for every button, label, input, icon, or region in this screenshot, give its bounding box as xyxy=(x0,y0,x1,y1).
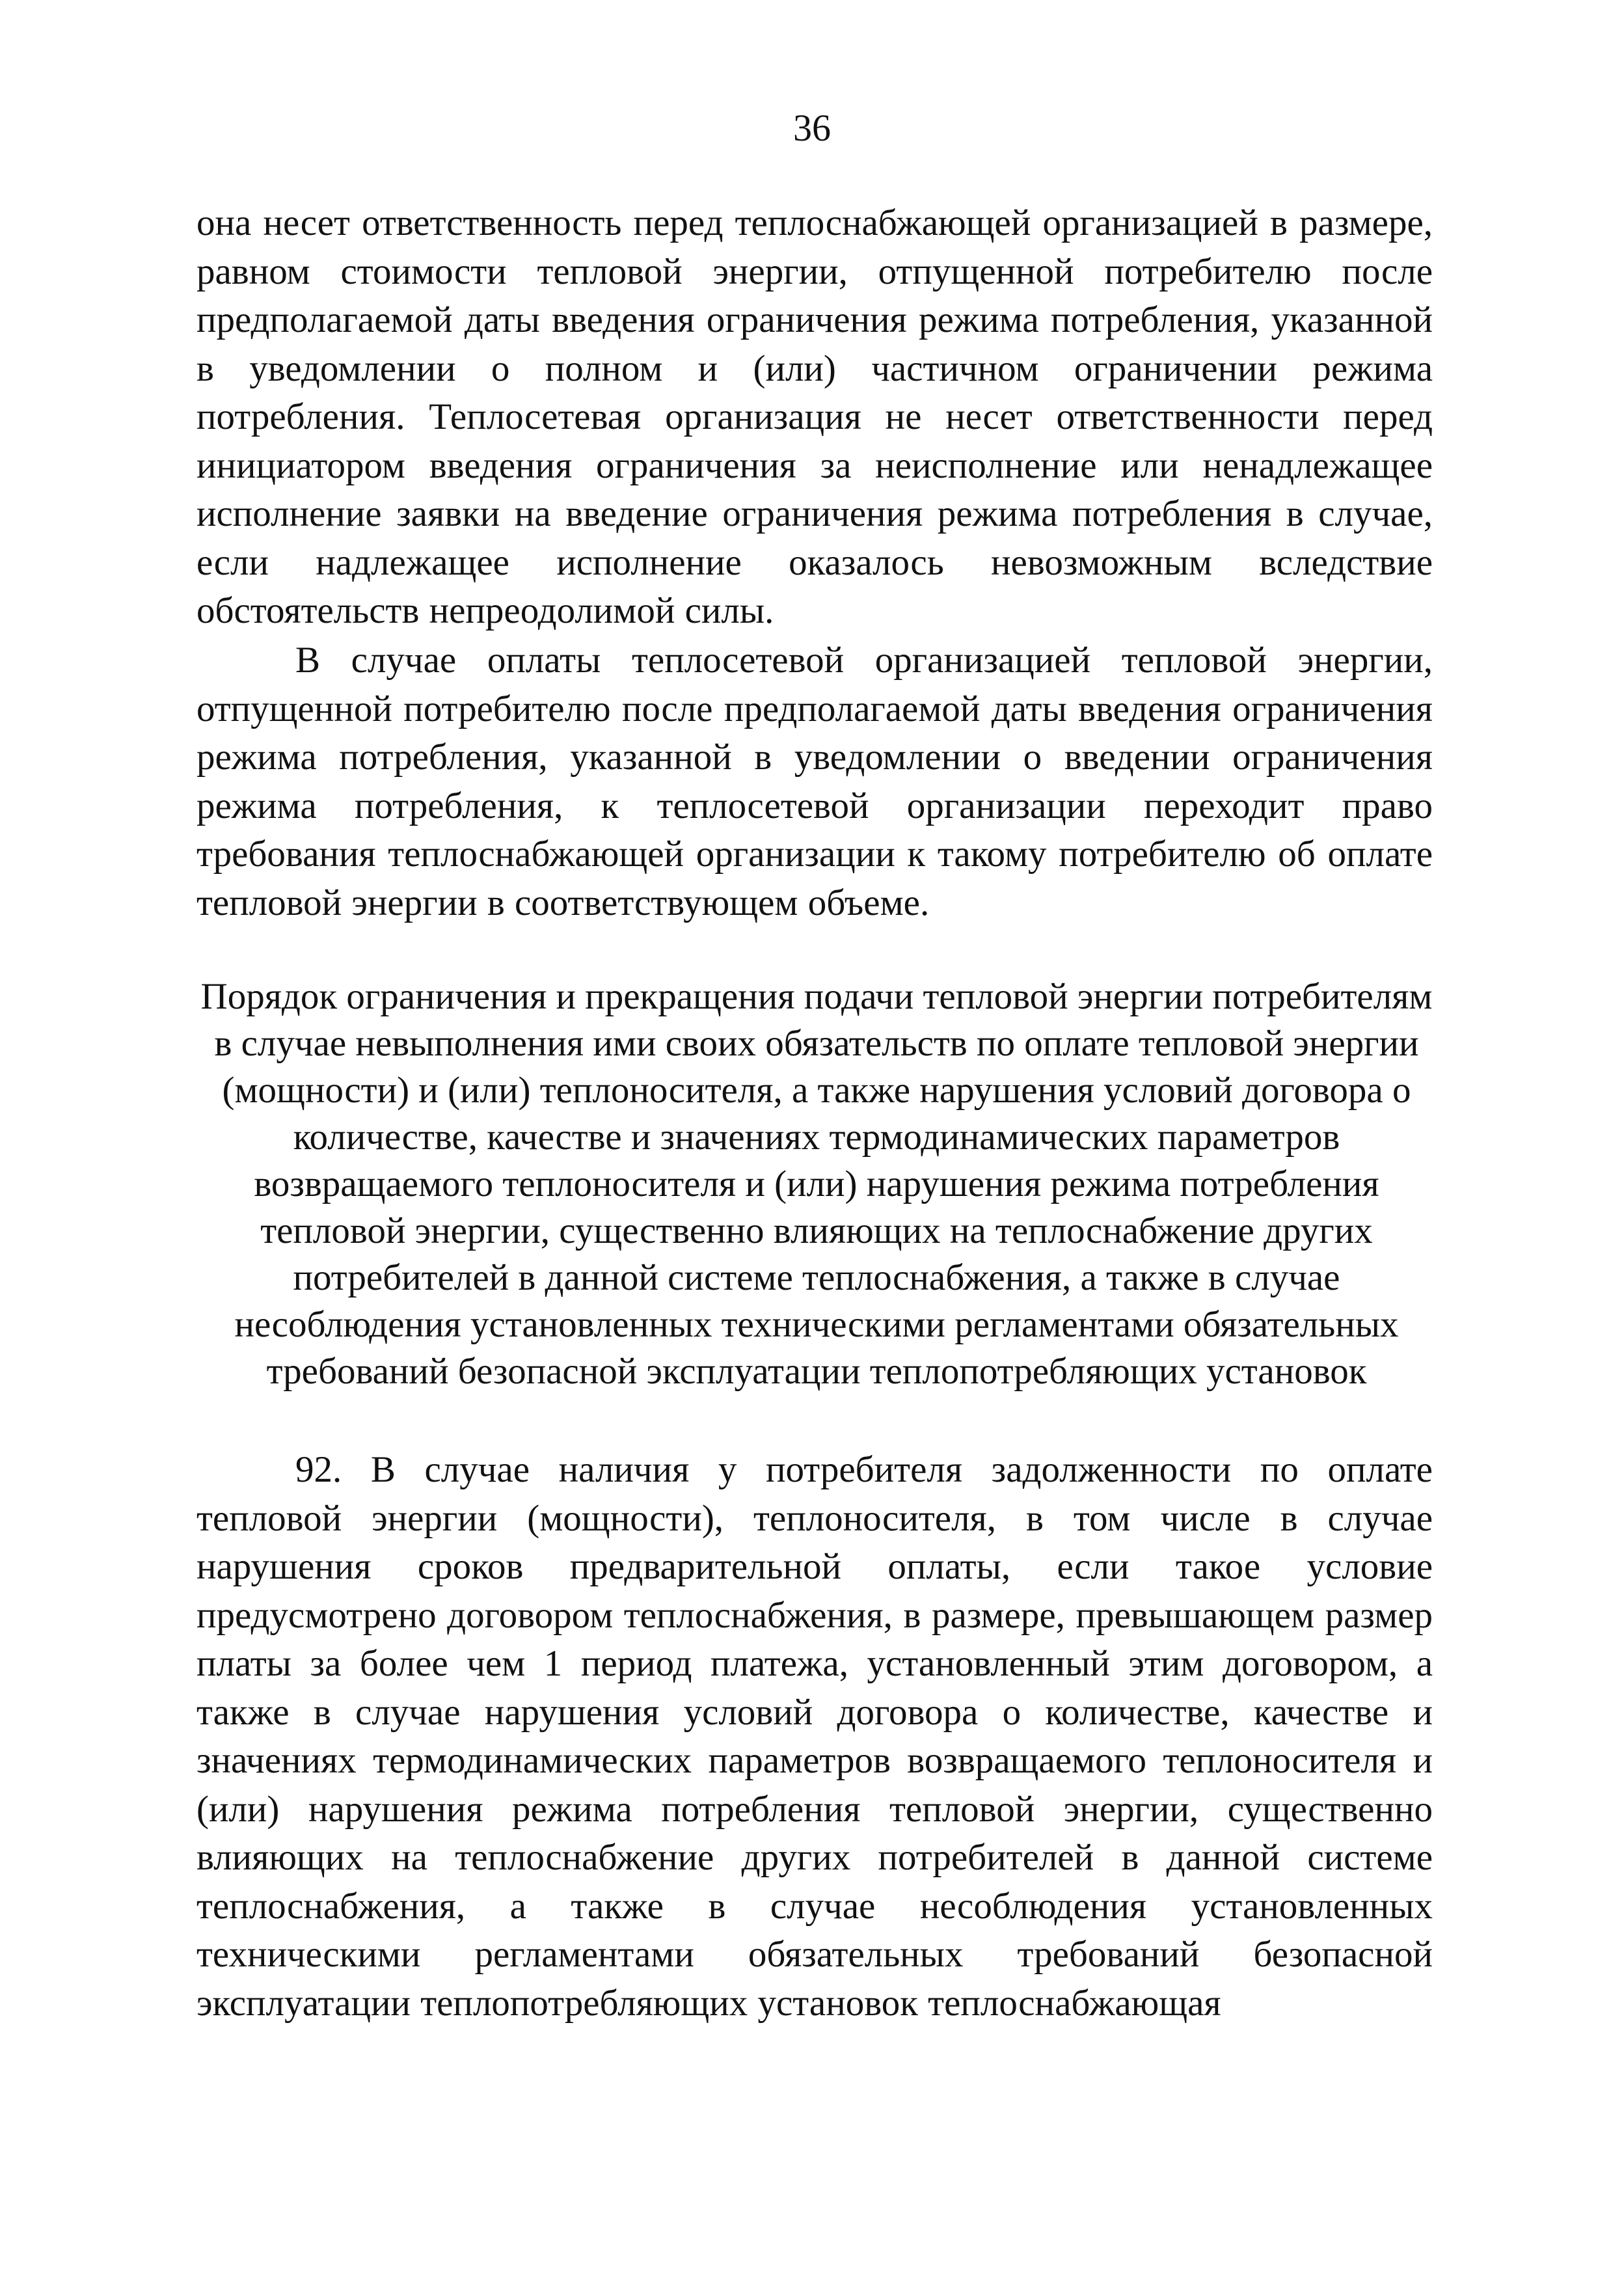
numbered-paragraph-92: 92. В случае наличия у потребителя задолженности по оплате тепловой энергии (мощности), теплоносителя, в том числе в случае нарушения сроков предварительной оплаты, если такое условие предусмотрено договором теплоснабжения, в размере, превышающем размер платы за более чем 1 период платежа, установленный этим договором, а также в случае нарушения условий договора о количестве, качестве и значениях термодинамических параметров возвращаемого теплоносителя и (или) нарушения режима потребления тепловой энергии, существенно влияющих на теплоснабжение других потребителей в данной системе теплоснабжения, а также в случае несоблюдения установленных техническими регламентами обязательных требований безопасной эксплуатации теплопотребляющих установок теплоснабжающая xyxy=(196,1449,1433,2024)
body-paragraph-continuation: она несет ответственность перед теплоснабжающей организацией в размере, равном стоимости тепловой энергии, отпущенной потребителю после предполагаемой даты введения ограничения режима потребления, указанной в уведомлении о полном и (или) частичном ограничении режима потребления. Теплосетевая организация не несет ответственности перед инициатором введения ограничения за неисполнение или ненадлежащее исполнение заявки на введение ограничения режима потребления в случае, если надлежащее исполнение оказалось невозможным вследствие обстоятельств непреодолимой силы. xyxy=(196,202,1433,631)
page-number: 36 xyxy=(793,107,831,149)
section-heading: Порядок ограничения и прекращения подачи тепловой энергии потребителям в случае невыполнения ими своих обязательств по оплате тепловой энергии (мощности) и (или) теплоносителя, а также нарушения условий договора о количестве, качестве и значениях термодинамических параметров возвращаемого теплоносителя и (или) нарушения режима потребления тепловой энергии, существенно влияющих на теплоснабжение других потребителей в данной системе теплоснабжения, а также в случае несоблюдения установленных техническими регламентами обязательных требований безопасной эксплуатации теплопотребляющих установок xyxy=(200,976,1433,1392)
body-paragraph: В случае оплаты теплосетевой организацией тепловой энергии, отпущенной потребителю после предполагаемой даты введения ограничения режима потребления, указанной в уведомлении о введении ограничения режима потребления, к теплосетевой организации переходит право требования теплоснабжающей организации к такому потребителю об оплате тепловой энергии в соответствующем объеме. xyxy=(196,640,1433,923)
